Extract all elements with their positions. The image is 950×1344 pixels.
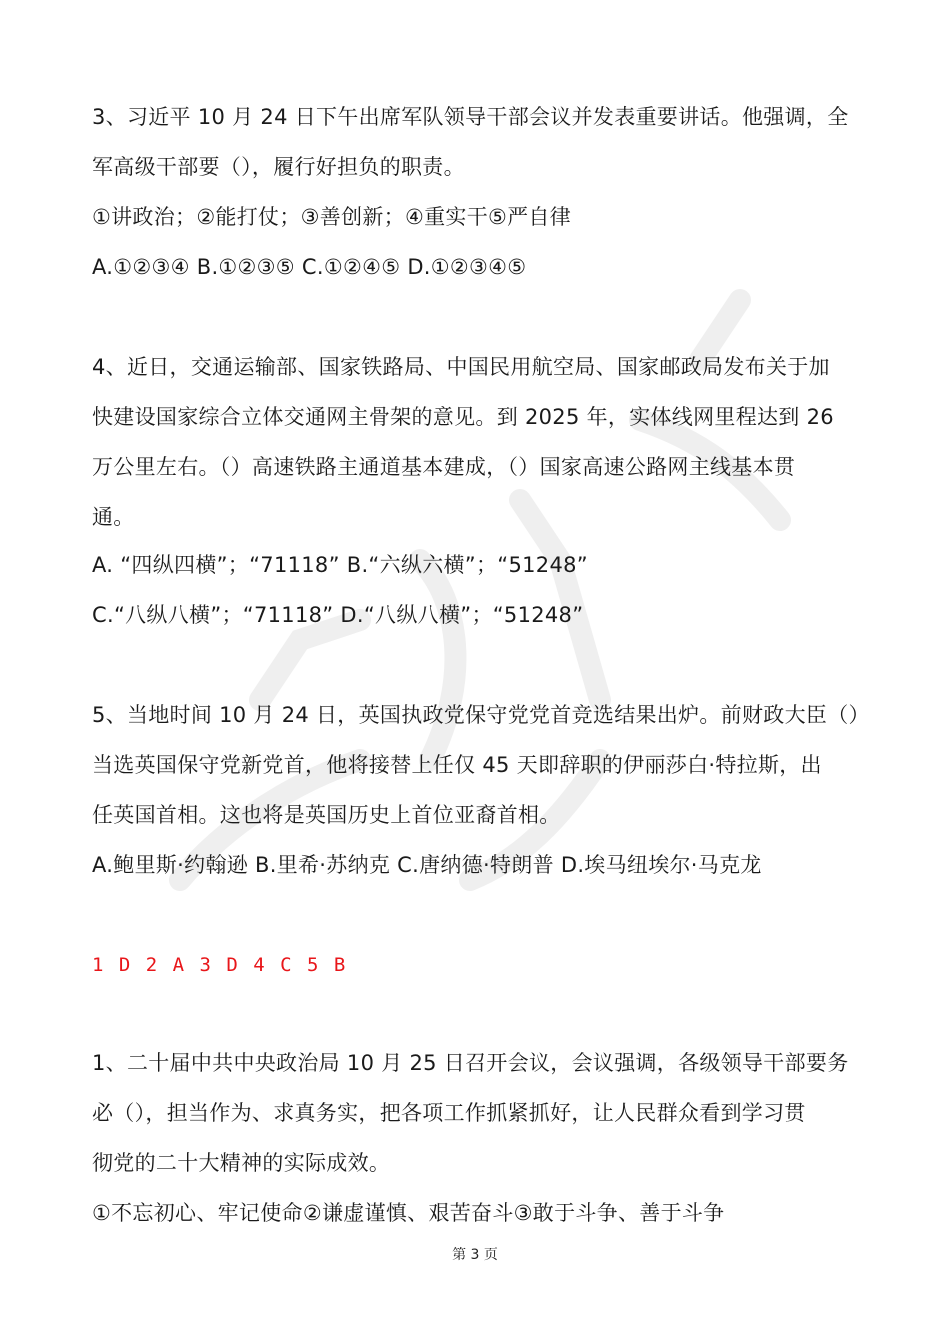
q4-line-4: 通。 <box>92 505 135 529</box>
q1b-items: ①不忘初心、牢记使命②谦虚谨慎、艰苦奋斗③敢于斗争、善于斗争 <box>92 1201 725 1225</box>
q3-options: A.①②③④ B.①②③⑤ C.①②④⑤ D.①②③④⑤ <box>92 255 527 279</box>
q5-options: A.鲍里斯·约翰逊 B.里希·苏纳克 C.唐纳德·特朗普 D.埃马纽埃尔·马克龙 <box>92 853 762 877</box>
q1b-line-2: 必（），担当作为、求真务实，把各项工作抓紧抓好，让人民群众看到学习贯 <box>92 1101 806 1125</box>
q4-options-1: A. “四纵四横”；“71118” B.“六纵六横”；“51248” <box>92 553 588 577</box>
q5-line-3: 任英国首相。这也将是英国历史上首位亚裔首相。 <box>92 803 561 827</box>
q4-line-3: 万公里左右。（）高速铁路主通道基本建成，（）国家高速公路网主线基本贯 <box>92 455 796 479</box>
q4-line-2: 快建设国家综合立体交通网主骨架的意见。到 2025 年，实体线网里程达到 26 <box>92 405 834 429</box>
q1b-line-3: 彻党的二十大精神的实际成效。 <box>92 1151 391 1175</box>
q3-line-1: 3、习近平 10 月 24 日下午出席军队领导干部会议并发表重要讲话。他强调，全 <box>92 105 849 129</box>
page-number: 第 3 页 <box>452 1247 498 1263</box>
q4-line-1: 4、近日，交通运输部、国家铁路局、中国民用航空局、国家邮政局发布关于加 <box>92 355 830 379</box>
q1b-line-1: 1、二十届中共中央政治局 10 月 25 日召开会议，会议强调，各级领导干部要务 <box>92 1051 849 1075</box>
q3-items: ①讲政治；②能打仗；③善创新；④重实干⑤严自律 <box>92 205 572 229</box>
answer-key: 1 D 2 A 3 D 4 C 5 B <box>92 954 348 976</box>
q5-line-1: 5、当地时间 10 月 24 日，英国执政党保守党党首竞选结果出炉。前财政大臣（） <box>92 703 870 727</box>
q3-line-2: 军高级干部要（），履行好担负的职责。 <box>92 155 465 179</box>
q5-line-2: 当选英国保守党新党首，他将接替上任仅 45 天即辞职的伊丽莎白·特拉斯，出 <box>92 753 822 777</box>
q4-options-2: C.“八纵八横”；“71118” D.“八纵八横”；“51248” <box>92 603 584 627</box>
